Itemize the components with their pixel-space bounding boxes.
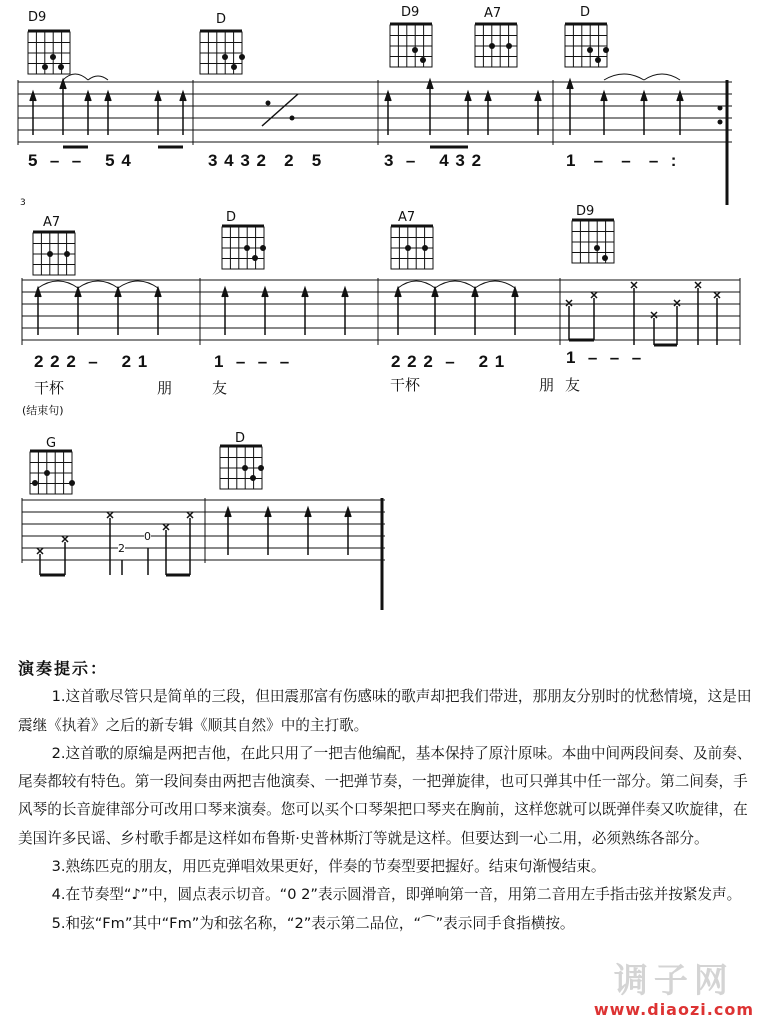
tip-item: 4.在节奏型“♪”中，圆点表示切音。“0 2”表示圆滑音，即弹响第一音，用第二音用左手指击弦并按紧发声。	[51, 886, 742, 904]
tab-digit: 2	[118, 542, 125, 555]
tips-title: 演奏提示：	[18, 659, 109, 678]
annotation: (结束句)	[22, 404, 64, 417]
chord-name: A7	[484, 6, 502, 21]
bar-number: 3	[20, 198, 26, 208]
chord-name: G	[46, 436, 57, 451]
chord-name: D9	[576, 204, 595, 219]
tip-item: 1.这首歌尽管只是简单的三段，但田震那富有伤感味的歌声却把我们带进，那朋友分别时的忧愁情境，这是田震继《执着》之后的新专辑《顺其自然》中的主打歌。	[18, 688, 752, 734]
chord-name: D9	[28, 10, 47, 25]
chord-name: D	[226, 210, 237, 225]
chord-name: D9	[401, 5, 420, 20]
chord-name: D	[580, 5, 591, 20]
notation-measure: 2 2 2 – 2 1	[34, 352, 149, 371]
notation-measure: 1 – – –	[566, 348, 643, 367]
lyric: 朋	[539, 376, 555, 394]
finger-dots	[32, 43, 609, 486]
chord-name: D	[216, 12, 227, 27]
notation-measure: 3 4 3 2 2 5	[208, 151, 323, 170]
notation-measure: 1 – – – :	[566, 151, 678, 170]
lyric: 朋	[157, 379, 173, 397]
lyric: 干杯	[34, 379, 65, 397]
watermark-name: 调子网	[613, 961, 734, 1001]
tip-item: 3.熟练匹克的朋友，用匹克弹唱效果更好，伴奏的节奏型要把握好。结束句渐慢结束。	[51, 858, 606, 876]
notation-measure: 1 – – –	[214, 352, 291, 371]
tip-item: 5.和弦“Fm”其中“Fm”为和弦名称，“2”表示第二品位，“⌒”表示同手食指横按。	[51, 914, 575, 932]
chord-diagram	[572, 220, 614, 263]
watermark-url[interactable]: www.diaozi.com	[593, 1000, 754, 1019]
lyric: 友	[565, 376, 581, 394]
tip-item: 2.这首歌的原编是两把吉他，在此只用了一把吉他编配，基本保持了原汁原味。本曲中间两段间奏、及前奏、尾奏都较有特色。第一段间奏由两把吉他演奏、一把弹节奏，一把弹旋律，也可只弹其中任一部分。第二间奏，手风琴的长音旋律部分可改用口琴来演奏。您可以买个口琴架把口琴夹在胸前，这样您就可以既弹伴奏又吹旋律，在美国许多民谣、乡村歌手都是这样如布鲁斯·史普林斯汀等就是这样。但要达到一心二用，必须熟练各部分。	[18, 744, 752, 847]
chord-name: A7	[43, 215, 61, 230]
notation-measure: 5 – – 5 4	[28, 151, 132, 170]
chord-diagram	[220, 446, 262, 489]
lyric: 友	[212, 379, 228, 397]
notation-measure: 3 – 4 3 2	[384, 151, 483, 170]
tab-digit: 0	[144, 530, 151, 543]
site-watermark	[594, 962, 754, 1019]
strum-marks	[30, 80, 683, 135]
chord-diagram	[30, 451, 72, 494]
notation-measure: 2 2 2 – 2 1	[391, 352, 506, 371]
chord-name: A7	[398, 210, 416, 225]
lyric: 干杯	[390, 376, 421, 394]
performance-tips	[18, 655, 753, 938]
chord-name: D	[235, 431, 246, 446]
chord-diagram	[222, 226, 264, 269]
